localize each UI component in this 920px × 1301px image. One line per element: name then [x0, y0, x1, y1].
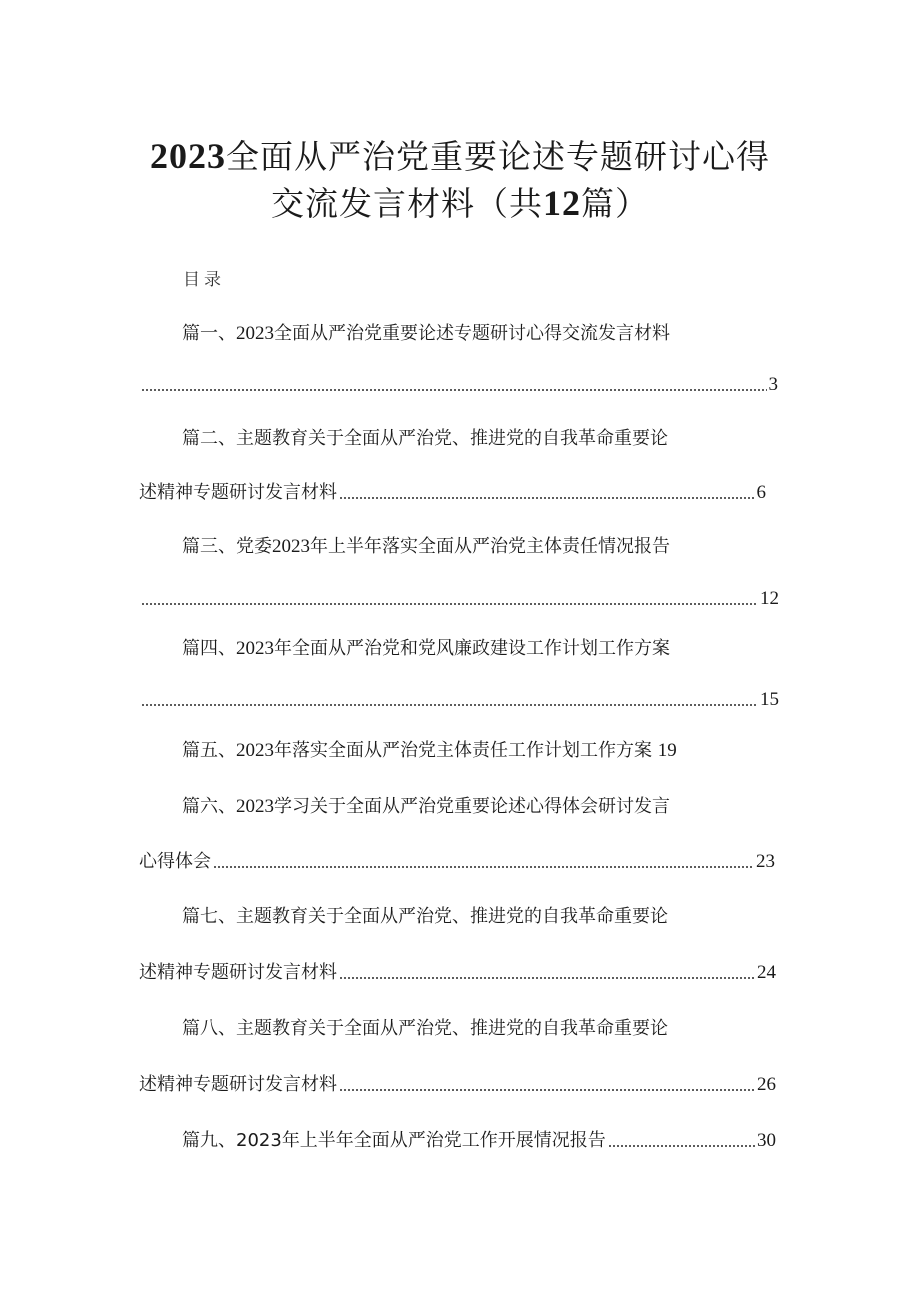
toc-entry-2-title[interactable]: 篇二、主题教育关于全面从严治党、推进党的自我革命重要论 — [182, 428, 668, 449]
toc-entry-4-leader-row[interactable] — [139, 686, 779, 714]
toc-entry-8-leader-row[interactable] — [139, 1071, 776, 1099]
title-text-2-pre: 交流发言材料（共 — [271, 184, 543, 223]
toc-entry-6-title[interactable]: 篇六、2023学习关于全面从严治党重要论述心得体会研讨发言 — [182, 796, 670, 817]
title-text-1: 全面从严治党重要论述专题研讨心得 — [226, 137, 770, 176]
toc-entry-9-title[interactable]: 篇九、2023年上半年全面从严治党工作开展情况报告 30 — [182, 1127, 776, 1155]
toc-heading: 目录 — [183, 270, 225, 290]
dot-leader — [213, 865, 754, 869]
title-year: 2023 — [150, 136, 226, 176]
toc-entry-7-continuation: 述精神专题研讨发言材料 — [139, 962, 337, 983]
toc-entry-6-page: 23 — [756, 851, 775, 872]
toc-entry-6-leader-row[interactable] — [139, 848, 775, 876]
toc-entry-3-page: 12 — [760, 588, 779, 609]
dot-leader — [141, 388, 767, 392]
toc-entry-4-title[interactable]: 篇四、2023年全面从严治党和党风廉政建设工作计划工作方案 — [182, 638, 670, 659]
title-text-2-post: 篇） — [581, 184, 649, 223]
dot-leader — [339, 1088, 755, 1092]
toc-entry-1-title[interactable]: 篇一、2023全面从严治党重要论述专题研讨心得交流发言材料 — [182, 323, 670, 344]
dot-leader — [141, 703, 758, 707]
toc-entry-2-leader-row[interactable] — [139, 479, 766, 507]
toc-entry-8-title[interactable]: 篇八、主题教育关于全面从严治党、推进党的自我革命重要论 — [182, 1018, 668, 1039]
toc-entry-1-page: 3 — [768, 374, 778, 395]
toc-entry-5-title[interactable]: 篇五、2023年落实全面从严治党主体责任工作计划工作方案 19 — [182, 740, 677, 761]
toc-entry-7-leader-row[interactable] — [139, 959, 776, 987]
toc-entry-3-title[interactable]: 篇三、党委2023年上半年落实全面从严治党主体责任情况报告 — [182, 536, 670, 557]
toc-entry-5-page: 19 — [657, 740, 677, 761]
toc-entry-2-continuation: 述精神专题研讨发言材料 — [139, 482, 337, 503]
title-count: 12 — [543, 183, 581, 223]
dot-leader — [608, 1144, 755, 1148]
toc-entry-2-page: 6 — [756, 482, 766, 503]
dot-leader — [339, 496, 755, 500]
toc-entry-7-title[interactable]: 篇七、主题教育关于全面从严治党、推进党的自我革命重要论 — [182, 906, 668, 927]
toc-entry-7-page: 24 — [757, 962, 776, 983]
toc-entry-8-continuation: 述精神专题研讨发言材料 — [139, 1074, 337, 1095]
dot-leader — [339, 976, 755, 980]
toc-entry-9-page: 30 — [757, 1130, 776, 1151]
toc-entry-4-page: 15 — [760, 689, 779, 710]
toc-entry-3-leader-row[interactable] — [139, 585, 779, 613]
document-title-line-1 — [0, 136, 920, 177]
toc-entry-8-page: 26 — [757, 1074, 776, 1095]
dot-leader — [141, 602, 758, 606]
toc-entry-1-leader-row[interactable] — [139, 371, 778, 399]
toc-entry-6-continuation: 心得体会 — [139, 851, 211, 872]
document-title-line-2 — [0, 183, 920, 224]
